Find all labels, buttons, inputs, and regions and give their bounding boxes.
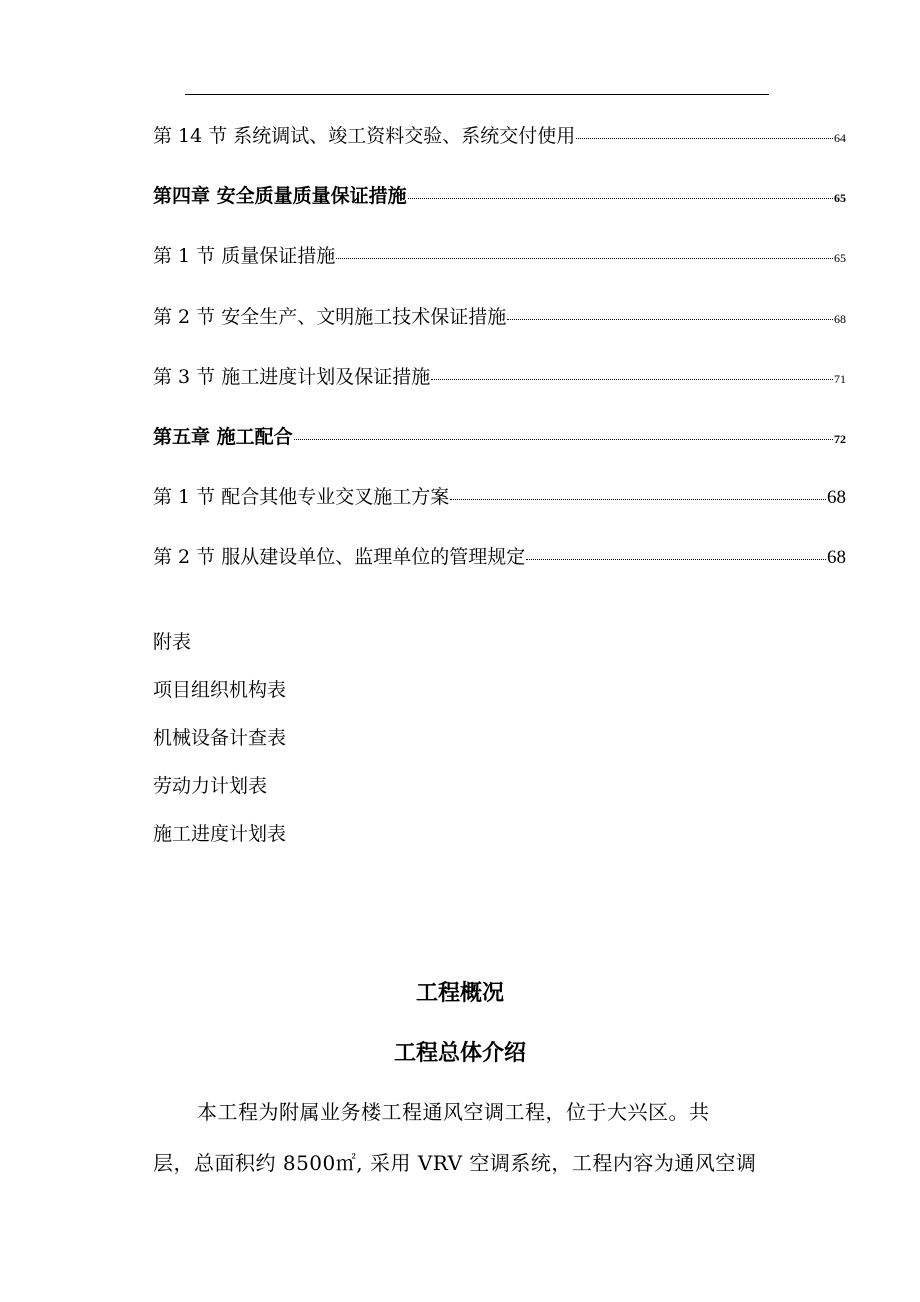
toc-entry-title: 第 2 节 服从建设单位、监理单位的管理规定 <box>153 546 526 568</box>
toc-entry-title: 第 3 节 施工进度计划及保证措施 <box>153 366 431 388</box>
toc-page-number: 68 <box>827 487 846 508</box>
section-title: 工程概况 <box>415 980 504 1006</box>
toc-entry-title: 第 1 节 质量保证措施 <box>153 245 336 267</box>
toc-dot-leader <box>294 439 833 440</box>
toc-dot-leader <box>431 379 833 380</box>
paragraph-line: 层，总面积约 8500㎡, 采用 VRV 空调系统，工程内容为通风空调 <box>153 1151 757 1175</box>
header-rule <box>185 94 769 95</box>
toc-entry[interactable] <box>153 302 846 329</box>
toc-entry[interactable] <box>153 241 846 268</box>
toc-dot-leader <box>507 319 833 320</box>
toc-entry[interactable] <box>153 482 846 509</box>
paragraph-line: 本工程为附属业务楼工程通风空调工程，位于大兴区。共 <box>197 1100 710 1124</box>
toc-chapter-entry[interactable] <box>153 422 846 449</box>
toc-page-number: 64 <box>834 131 846 145</box>
toc-page-number: 68 <box>827 547 846 568</box>
toc-entry[interactable] <box>153 362 846 389</box>
toc-entry-title: 第 14 节 系统调试、竣工资料交验、系统交付使用 <box>153 125 576 147</box>
appendix-title: 附表 <box>153 631 192 653</box>
toc-chapter-entry[interactable] <box>153 181 846 208</box>
toc-entry-title: 第五章 施工配合 <box>153 426 293 448</box>
toc-entry-title: 第四章 安全质量质量保证措施 <box>153 185 407 207</box>
appendix-item: 施工进度计划表 <box>153 823 287 845</box>
toc-page-number: 71 <box>834 372 846 386</box>
toc-entry[interactable] <box>153 542 846 569</box>
toc-dot-leader <box>576 138 833 139</box>
appendix-item: 项目组织机构表 <box>153 679 287 701</box>
appendix-item: 劳动力计划表 <box>153 775 268 797</box>
toc-page-number: 72 <box>834 432 846 446</box>
appendix-item: 机械设备计查表 <box>153 727 287 749</box>
toc-page-number: 68 <box>834 312 846 326</box>
toc-dot-leader <box>408 198 833 199</box>
toc-dot-leader <box>450 499 826 500</box>
toc-entry-title: 第 2 节 安全生产、文明施工技术保证措施 <box>153 306 507 328</box>
toc-page-number: 65 <box>834 191 846 205</box>
toc-entry[interactable] <box>153 121 846 148</box>
toc-dot-leader <box>526 559 826 560</box>
toc-dot-leader <box>336 258 833 259</box>
toc-entry-title: 第 1 节 配合其他专业交叉施工方案 <box>153 486 450 508</box>
toc-page-number: 65 <box>834 251 846 265</box>
section-subtitle: 工程总体介绍 <box>393 1040 526 1066</box>
